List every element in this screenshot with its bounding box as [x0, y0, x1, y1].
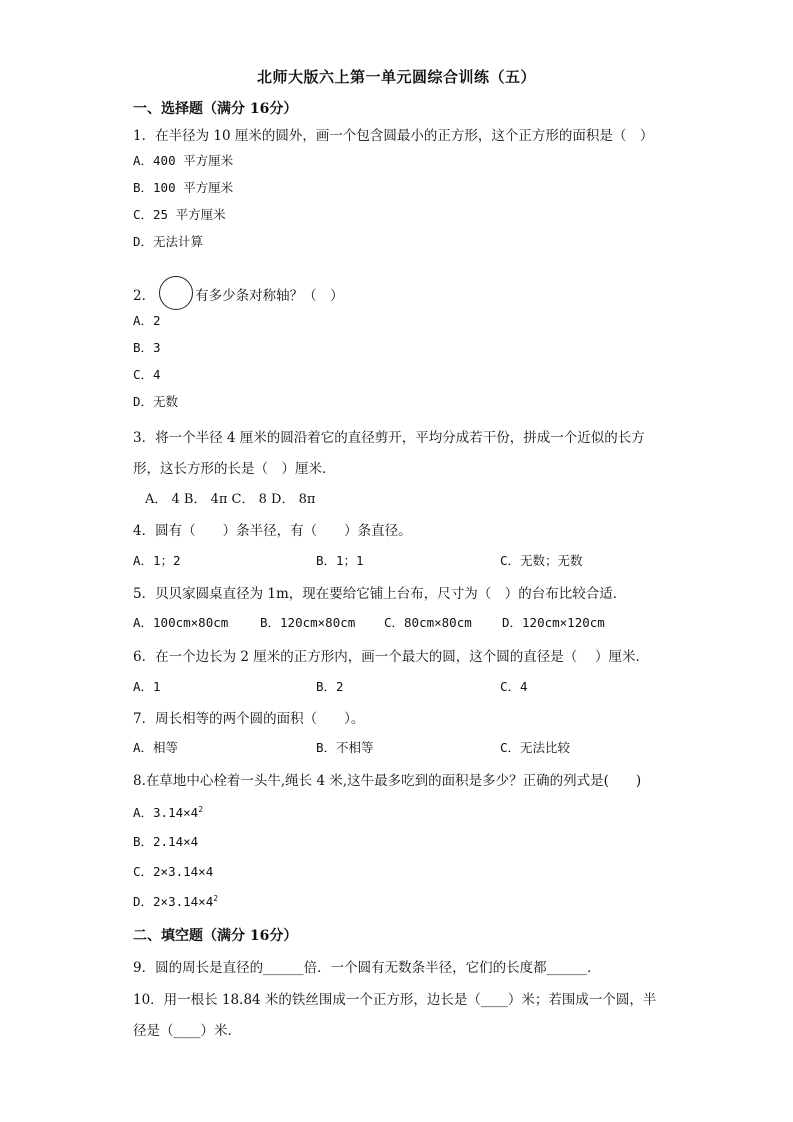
q6-option-c: C．4	[500, 679, 528, 694]
circle-figure	[159, 276, 193, 310]
q5-option-c: C．80cm×80cm	[384, 615, 472, 630]
question-2-number: 2．	[133, 288, 156, 304]
q7-option-c: C．无法比较	[500, 740, 571, 755]
question-1: 1．在半径为 10 厘米的圆外，画一个包含圆最小的正方形，这个正方形的面积是（ ）	[133, 128, 654, 144]
q8-option-a-exponent: 2	[198, 804, 204, 814]
q4-option-b: B．1；1	[316, 553, 364, 568]
q1-option-b: B．100 平方厘米	[133, 180, 234, 195]
q2-option-c: C．4	[133, 367, 161, 382]
q2-option-d: D．无数	[133, 394, 179, 409]
page-title: 北师大版六上第一单元圆综合训练（五）	[256, 68, 536, 86]
q3-options: A． 4 B． 4π C． 8 D． 8π	[145, 492, 316, 507]
q8-option-d-text: D．2×3.14×4	[133, 894, 214, 909]
question-10-line-1: 10．用一根长 18.84 米的铁丝围成一个正方形，边长是（____）米；若围成一个圆，半	[133, 992, 657, 1008]
q6-option-a: A．1	[133, 679, 161, 694]
question-3-line-1: 3．将一个半径 4 厘米的圆沿着它的直径剪开，平均分成若干份，拼成一个近似的长方	[133, 430, 645, 446]
question-2	[133, 276, 344, 310]
q4-option-a: A．1；2	[133, 553, 181, 568]
q7-option-a: A．相等	[133, 740, 179, 755]
q8-option-d	[133, 892, 218, 910]
q5-option-d: D．120cm×120cm	[502, 615, 605, 630]
question-4: 4．圆有（ ）条半径，有（ ）条直径。	[133, 523, 412, 539]
q6-option-b: B．2	[316, 679, 344, 694]
q1-option-a: A．400 平方厘米	[133, 153, 234, 168]
q8-option-b: B．2.14×4	[133, 834, 199, 849]
question-6: 6．在一个边长为 2 厘米的正方形内，画一个最大的圆，这个圆的直径是（ ）厘米．	[133, 649, 650, 665]
question-7: 7．周长相等的两个圆的面积（ ）。	[133, 711, 365, 727]
q5-option-a: A．100cm×80cm	[133, 615, 229, 630]
q7-option-b: B．不相等	[316, 740, 374, 755]
question-8: 8.在草地中心栓着一头牛,绳长 4 米,这牛最多吃到的面积是多少？正确的列式是( )	[133, 773, 642, 789]
question-2-text: 有多少条对称轴？（ ）	[195, 288, 344, 304]
question-5: 5．贝贝家圆桌直径为 1m，现在要给它铺上台布，尺寸为（ ）的台布比较合适．	[133, 586, 627, 602]
question-10-line-2: 径是（____）米．	[133, 1023, 241, 1039]
question-9: 9．圆的周长是直径的______倍．一个圆有无数条半径，它们的长度都______．	[133, 960, 601, 976]
q5-option-b: B．120cm×80cm	[260, 615, 356, 630]
q1-option-c: C．25 平方厘米	[133, 207, 226, 222]
q2-option-b: B．3	[133, 340, 161, 355]
q8-option-d-exponent: 2	[213, 893, 219, 903]
q8-option-a-text: A．3.14×4	[133, 805, 199, 820]
q2-option-a: A．2	[133, 313, 161, 328]
section-heading-choice: 一、选择题（满分 16分）	[133, 101, 298, 117]
section-heading-fill-in: 二、填空题（满分 16分）	[133, 928, 298, 944]
q4-option-c: C．无数；无数	[500, 553, 583, 568]
q8-option-c: C．2×3.14×4	[133, 864, 214, 879]
question-3-line-2: 形，这长方形的长是（ ）厘米．	[133, 461, 336, 477]
q1-option-d: D．无法计算	[133, 234, 204, 249]
q8-option-a	[133, 803, 203, 821]
